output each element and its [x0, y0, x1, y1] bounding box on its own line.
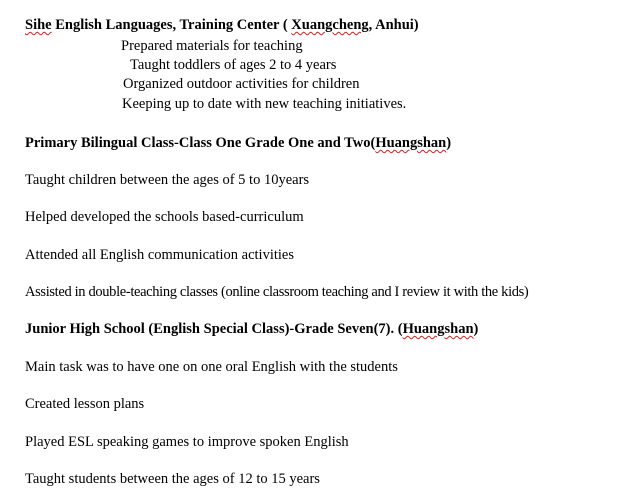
heading-part: Primary Bilingual Class-Class One Grade One and Two(	[25, 135, 376, 151]
list-item: Organized outdoor activities for children	[123, 76, 360, 92]
list-item: Taught children between the ages of 5 to 10years	[25, 172, 310, 188]
heading-part: )	[446, 135, 452, 151]
list-item: Created lesson plans	[25, 396, 145, 412]
list-item: Played ESL speaking games to improve spoken English	[25, 434, 349, 450]
list-item: Prepared materials for teaching	[121, 38, 303, 54]
heading-part: , Anhui)	[368, 17, 419, 33]
heading-part: Sihe	[25, 17, 52, 33]
heading-part: Xuangcheng	[291, 17, 369, 33]
section-heading-junior	[25, 320, 478, 338]
list-item: Keeping up to date with new teaching initiatives.	[122, 96, 407, 112]
heading-part: Junior High School (English Special Class)-Grade Seven(7). (	[25, 321, 403, 337]
heading-part: Huangshan	[375, 135, 447, 151]
list-item: Attended all English communication activities	[25, 247, 294, 263]
heading-part: Huangshan	[402, 321, 474, 337]
section-heading-sihe	[25, 16, 419, 34]
heading-part: English Languages, Training Center (	[51, 17, 292, 33]
list-item: Main task was to have one on one oral English with the students	[25, 359, 398, 375]
heading-part: )	[473, 321, 479, 337]
list-item: Assisted in double-teaching classes (online classroom teaching and I review it with the kids)	[25, 284, 529, 300]
list-item: Helped developed the schools based-curriculum	[25, 209, 304, 225]
section-heading-primary	[25, 134, 451, 152]
list-item: Taught students between the ages of 12 to 15 years	[25, 471, 320, 487]
list-item: Taught toddlers of ages 2 to 4 years	[130, 57, 337, 73]
